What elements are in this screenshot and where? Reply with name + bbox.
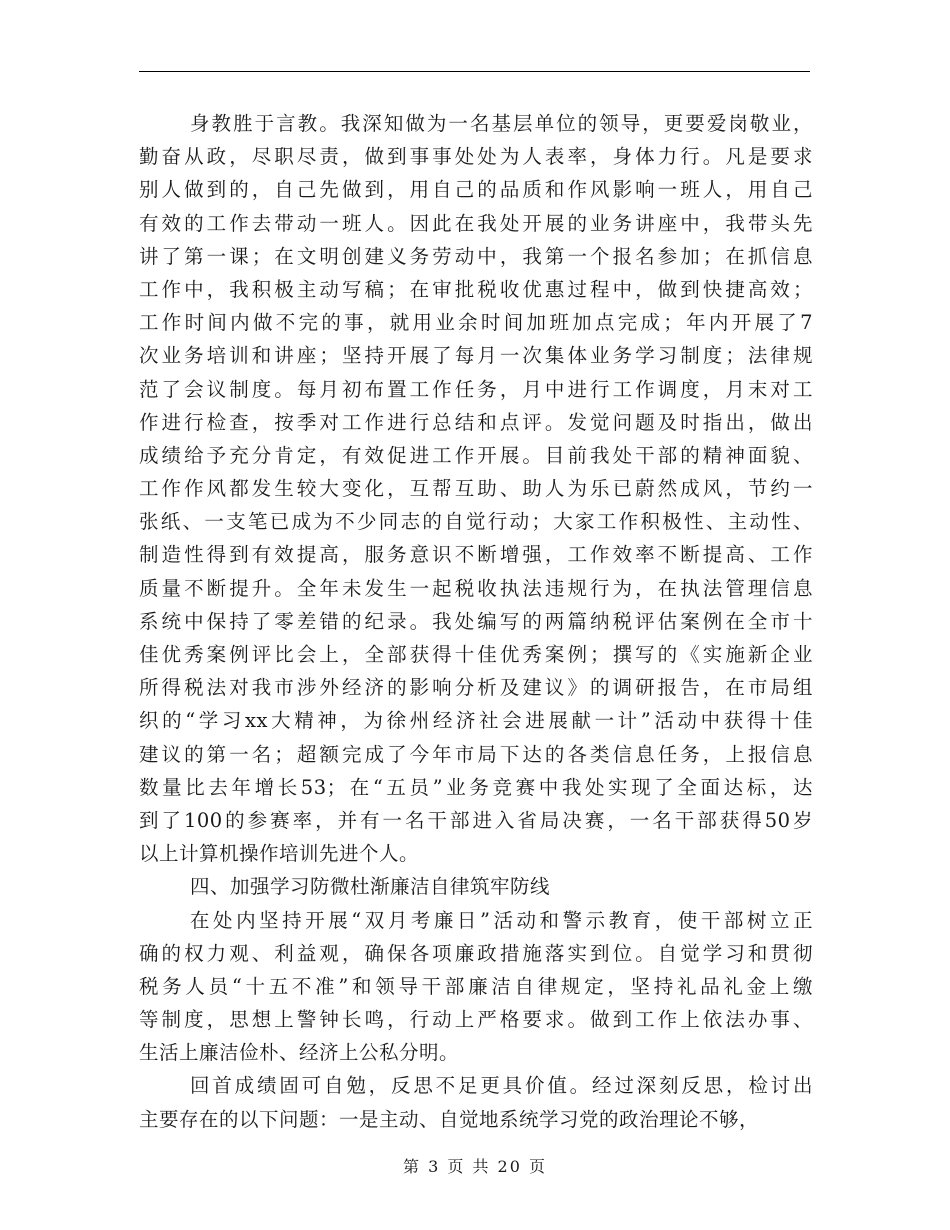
text-line: 四、加强学习防微杜渐廉洁自律筑牢防线 xyxy=(190,875,551,899)
text-line: 系统中保持了零差错的纪录。我处编写的两篇纳税评估案例在全市十 xyxy=(139,609,813,633)
text-line: 税务人员“十五不准”和领导干部廉洁自律规定，坚持礼品礼金上缴 xyxy=(139,974,813,998)
page-footer: 第 3 页 共 20 页 xyxy=(403,1157,547,1176)
text-line: 作进行检查，按季对工作进行总结和点评。发觉问题及时指出，做出 xyxy=(139,410,813,434)
paragraph xyxy=(139,904,813,1070)
text-line: 建议的第一名；超额完成了今年市局下达的各类信息任务，上报信息 xyxy=(139,742,813,766)
text-line: 在处内坚持开展“双月考廉日”活动和警示教育，使干部树立正 xyxy=(190,908,813,932)
text-line: 范了会议制度。每月初布置工作任务，月中进行工作调度，月末对工 xyxy=(139,377,813,401)
paragraph xyxy=(139,870,813,903)
paragraph xyxy=(139,107,813,870)
text-line: 确的权力观、利益观，确保各项廉政措施落实到位。自觉学习和贯彻 xyxy=(139,941,813,965)
text-line: 别人做到的，自己先做到，用自己的品质和作风影响一班人，用自己 xyxy=(139,178,813,202)
text-line: 回首成绩固可自勉，反思不足更具价值。经过深刻反思，检讨出 xyxy=(190,1074,813,1098)
text-line: 工作作风都发生较大变化，互帮互助、助人为乐已蔚然成风，节约一 xyxy=(139,477,813,501)
text-line: 等制度，思想上警钟长鸣，行动上严格要求。做到工作上依法办事、 xyxy=(139,1008,813,1032)
text-line: 次业务培训和讲座；坚持开展了每月一次集体业务学习制度；法律规 xyxy=(139,344,813,368)
text-line: 数量比去年增长53；在“五员”业务竞赛中我处实现了全面达标，达 xyxy=(139,775,813,799)
text-line: 以上计算机操作培训先进个人。 xyxy=(139,842,420,866)
text-line: 成绩给予充分肯定，有效促进工作开展。目前我处干部的精神面貌、 xyxy=(139,443,813,467)
header-rule xyxy=(139,71,810,72)
text-line: 制造性得到有效提高，服务意识不断增强，工作效率不断提高、工作 xyxy=(139,543,813,567)
text-line: 工作中，我积极主动写稿；在审批税收优惠过程中，做到快捷高效； xyxy=(139,277,813,301)
text-line: 讲了第一课；在文明创建义务劳动中，我第一个报名参加；在抓信息 xyxy=(139,244,813,268)
text-line: 所得税法对我市涉外经济的影响分析及建议》的调研报告，在市局组 xyxy=(139,676,813,700)
text-line: 勤奋从政，尽职尽责，做到事事处处为人表率，身体力行。凡是要求 xyxy=(139,145,813,169)
text-line: 张纸、一支笔已成为不少同志的自觉行动；大家工作积极性、主动性、 xyxy=(139,510,813,534)
text-line: 主要存在的以下问题：一是主动、自觉地系统学习党的政治理论不够， xyxy=(139,1107,760,1131)
text-line: 佳优秀案例评比会上，全部获得十佳优秀案例；撰写的《实施新企业 xyxy=(139,643,813,666)
text-line: 质量不断提升。全年未发生一起税收执法违规行为，在执法管理信息 xyxy=(139,576,813,600)
body-text xyxy=(139,107,813,1136)
text-line: 身教胜于言教。我深知做为一名基层单位的领导，更要爱岗敬业， xyxy=(190,112,813,135)
text-line: 生活上廉洁俭朴、经济上公私分明。 xyxy=(139,1041,460,1065)
text-line: 工作时间内做不完的事，就用业余时间加班加点完成；年内开展了7 xyxy=(139,311,813,335)
text-line: 到了100的参赛率，并有一名干部进入省局决赛，一名干部获得50岁 xyxy=(139,808,813,832)
text-line: 有效的工作去带动一班人。因此在我处开展的业务讲座中，我带头先 xyxy=(139,211,813,235)
paragraph xyxy=(139,1069,813,1135)
text-line: 织的“学习xx大精神，为徐州经济社会进展献一计”活动中获得十佳 xyxy=(139,709,813,733)
